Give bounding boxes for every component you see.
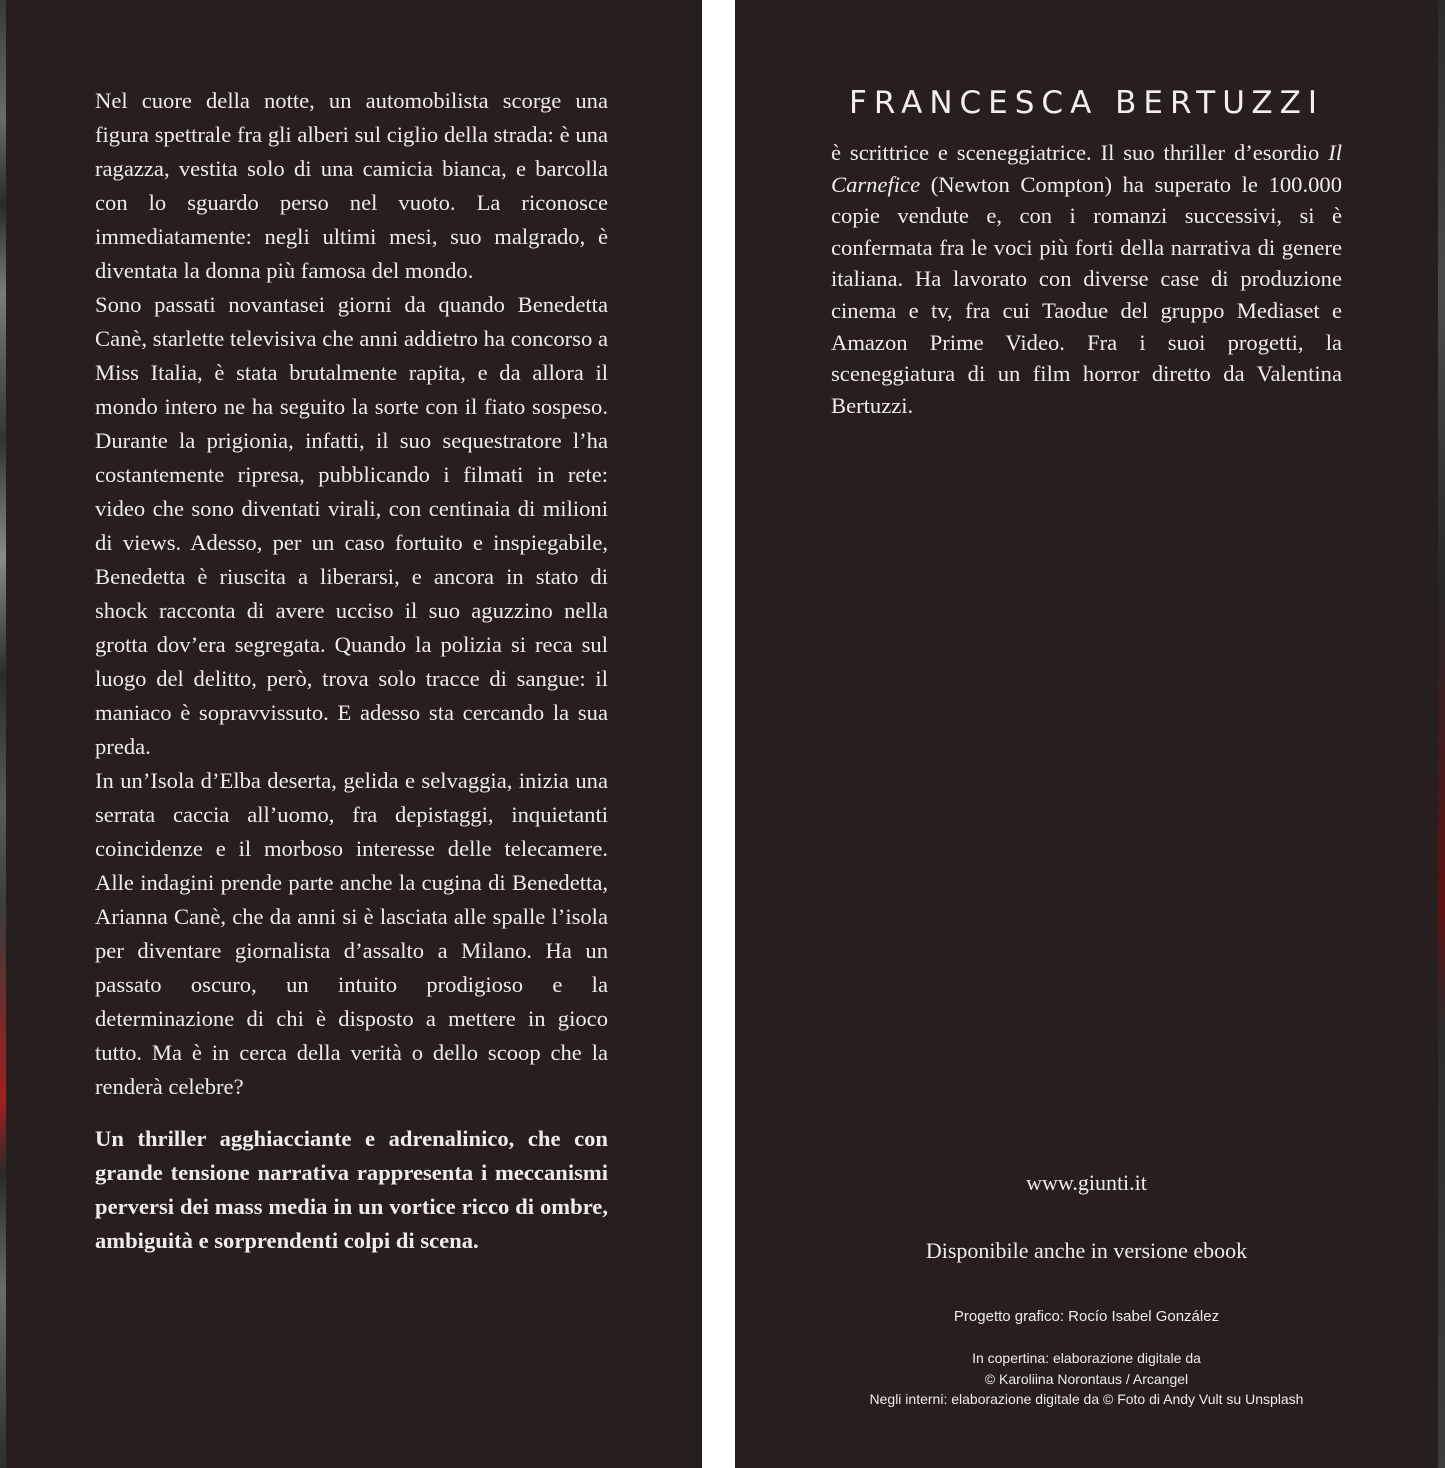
synopsis-text [95, 84, 608, 1258]
back-flap-panel [6, 0, 702, 1468]
ebook-availability-note: Disponibile anche in versione ebook [925, 1238, 1248, 1263]
synopsis-paragraph-1: Nel cuore della notte, un automobilista scorge una figura spettrale fra gli alberi sul ciglio della strada: è una ragazza, vestita solo di una camicia bianca, e barcolla con lo sguardo perso nel vuoto. La riconosce immediatamente: negli ultimi mesi, suo malgrado, è diventata la donna più famosa del mondo. [95, 88, 608, 283]
synopsis-paragraph-2: Sono passati novantasei giorni da quando Benedetta Canè, starlette televisiva che anni addietro ha concorso a Miss Italia, è stata brutalmente rapita, e da allora il mondo intero ne ha seguito la sorte con il fiato sospeso. Durante la prigionia, infatti, il suo sequestratore l’ha costantemente ripresa, pubblicando i filmati in rete: video che sono diventati virali, con centinaia di milioni di views. Adesso, per un caso fortuito e inspiegabile, Benedetta è riuscita a liberarsi, e ancora in stato di shock racconta di avere ucciso il suo aguzzino nella grotta dov’era segregata. Quando la polizia si reca sul luogo del delitto, però, trova solo tracce di sangue: il maniaco è sopravvissuto. E adesso sta cercando la sua preda. [95, 292, 608, 759]
graphic-design-credit: Progetto grafico: Rocío Isabel González [953, 1308, 1220, 1325]
author-bio-intro: è scrittrice e sceneggiatrice. Il suo thriller d’esordio [831, 140, 1329, 165]
synopsis-paragraph-3: In un’Isola d’Elba deserta, gelida e selvaggia, inizia una serrata caccia all’uomo, fra depistaggi, inquietanti coincidenze e il morboso interesse delle telecamere. Alle indagini prende parte anche la cugina di Benedetta, Arianna Canè, che da anni si è lasciata alle spalle l’isola per diventare giornalista d’assalto a Milano. Ha un passato oscuro, un intuito prodigioso e la determinazione di chi è disposto a mettere in gioco tutto. Ma è in cerca della verità o dello scoop che la renderà celebre? [95, 768, 608, 1099]
cover-credit-line-1: In copertina: elaborazione digitale da [972, 1350, 1201, 1366]
author-name-heading: FRANCESCA BERTUZZI [849, 85, 1324, 121]
interior-credit-line: Negli interni: elaborazione digitale da © Foto di Andy Vult su Unsplash [869, 1391, 1304, 1407]
author-bio-rest: (Newton Compton) ha superato le 100.000 copie vendute e, con i romanzi successivi, si è confermata fra le voci più forti della narrativa di genere italiana. Ha lavorato con diverse case di produzione cinema e tv, fra cui Taodue del gruppo Mediaset e Amazon Prime Video. Fra i suoi progetti, la sceneggiatura di un film horror diretto da Valentina Bertuzzi. [831, 171, 1342, 418]
author-flap-panel [735, 0, 1438, 1468]
publisher-website: www.giunti.it [1026, 1170, 1147, 1195]
right-cover-edge [1438, 0, 1445, 1468]
book-title-italic: Il Carnefice [831, 140, 1342, 197]
synopsis-tagline: Un thriller agghiacciante e adrenalinico, che con grande tensione narrativa rappresenta i meccanismi perversi dei mass media in un vortice ricco di ombre, ambiguità e sorprendenti colpi di scena. [95, 1126, 608, 1253]
author-bio [831, 137, 1342, 421]
cover-credit-line-2: © Karoliina Norontaus / Arcangel [984, 1370, 1189, 1387]
image-credits [735, 1348, 1438, 1410]
